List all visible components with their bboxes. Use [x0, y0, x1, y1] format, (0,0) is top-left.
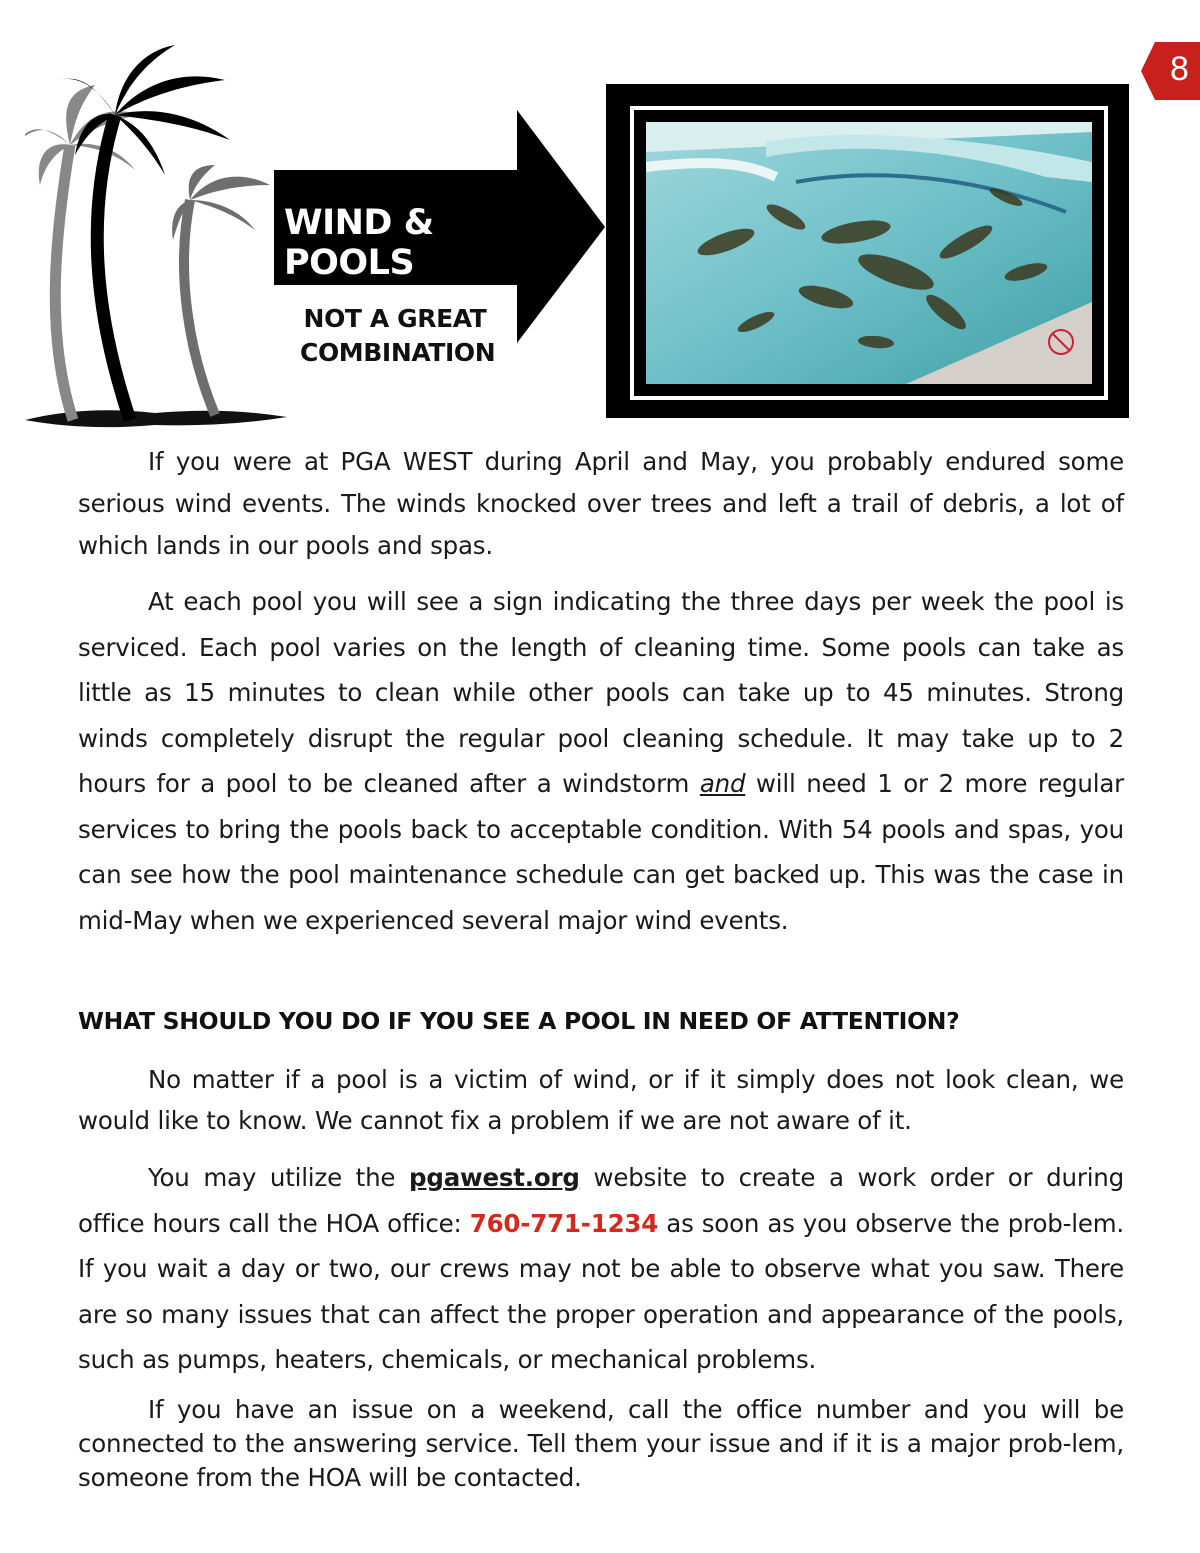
paragraph: If you have an issue on a weekend, call the office number and you will be connected to the answering service. Tell them your issue and if it is a major prob-lem, someone from the HOA will be contacted. [78, 1394, 1124, 1492]
palm-trees-illustration [25, 35, 290, 439]
attention-article [78, 1059, 1124, 1495]
banner-title: WIND & POOLS [284, 203, 434, 283]
wind-article [78, 441, 1124, 943]
emphasis: and [699, 769, 746, 798]
pool-photo-frame [606, 84, 1129, 418]
paragraph: No matter if a pool is a victim of wind, or if it simply does not look clean, we would like to know. We cannot fix a problem if we are not aware of it. [78, 1065, 1124, 1135]
page-number: 8 [1170, 50, 1189, 88]
banner-subtitle-line1: NOT A GREAT [303, 304, 487, 333]
paragraph: If you were at PGA WEST during April and May, you probably endured some serious wind events. The winds knocked over trees and left a trail of debris, a lot of which lands in our pools and spas. [78, 447, 1124, 560]
banner-subtitle [300, 302, 496, 370]
phone-number[interactable]: 760-771-1234 [469, 1208, 659, 1238]
website-link[interactable]: pgawest.org [409, 1163, 580, 1192]
paragraph: You may utilize the pgawest.org website to create a work order or during office hours call the HOA office: 760-771-1234 as soon as you observe the prob-lem. If you wait a day or two, our crews may not be able to observe what you saw. There are so many issues that can affect the proper operation and appearance of the pools, such as pumps, heaters, chemicals, or mechanical problems. [78, 1163, 1124, 1374]
banner-subtitle-line2: COMBINATION [300, 338, 496, 367]
pool-photo [630, 106, 1108, 400]
paragraph: At each pool you will see a sign indicating the three days per week the pool is serviced. Each pool varies on the length of cleaning time. Some pools can take as little as 15 minutes to clean while other pools can take up to 45 minutes. Strong winds completely disrupt the regular pool cleaning schedule. It may take up to 2 hours for a pool to be cleaned after a windstorm and will need 1 or 2 more regular services to bring the pools back to acceptable condition. With 54 pools and spas, you can see how the pool maintenance schedule can get backed up. This was the case in mid-May when we experienced several major wind events. [78, 587, 1124, 935]
section-heading: WHAT SHOULD YOU DO IF YOU SEE A POOL IN NEED OF ATTENTION? [78, 1007, 960, 1035]
page-number-badge [1141, 42, 1200, 100]
